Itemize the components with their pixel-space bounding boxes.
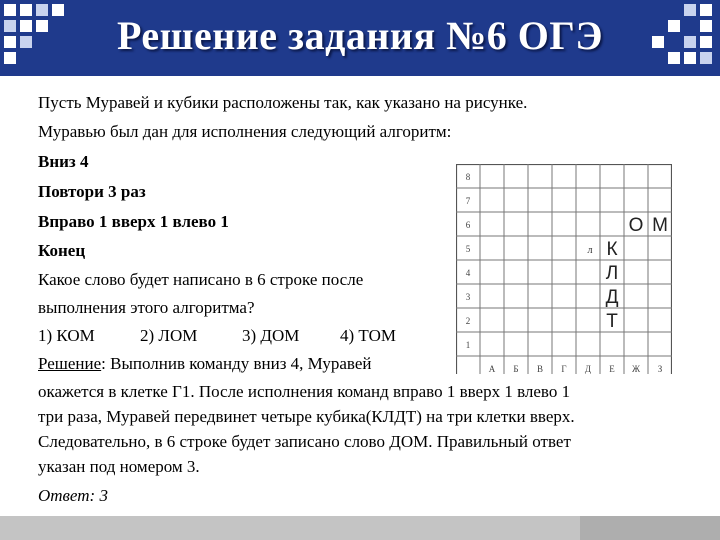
ant-marker: л [587,245,593,256]
question-line: выполнения этого алгоритма? [38,298,255,317]
algorithm-line: Вниз 4 [38,152,89,171]
column-label: Д [584,364,592,374]
row-label: 6 [465,220,471,230]
solution-line: Следовательно, в 6 строке будет записано слово ДОМ. Правильный ответ [38,432,571,451]
row-label: 3 [465,292,471,302]
row-label: 8 [465,172,471,182]
task-text-line: Пусть Муравей и кубики расположены так, как указано на рисунке. [38,93,528,112]
solution-line: указан под номером 3. [38,457,200,476]
solution-text: : Выполнив команду вниз 4, Муравей [101,354,372,373]
solution-first-line [38,354,371,374]
column-label: Е [609,364,615,374]
ant-grid-figure [456,164,672,379]
question-line: Какое слово будет написано в 6 строке после [38,270,364,289]
answer-option-1: 1) КОМ [38,326,95,345]
grid-border [457,165,672,375]
cube-letter: К [606,239,618,260]
row-label: 7 [465,196,471,206]
cube-letter: Т [606,311,618,332]
slide-title: Решение задания №6 ОГЭ [117,13,603,58]
column-label: Б [513,364,519,374]
column-label: З [657,364,663,374]
algorithm-line: Конец [38,241,86,260]
cube-letter: М [652,215,668,236]
answer-option-3: 3) ДОМ [242,326,300,345]
solution-label: Решение [38,354,102,373]
task-text-line: Муравью был дан для исполнения следующий алгоритм: [38,122,452,141]
row-label: 1 [465,340,471,350]
column-label: А [488,364,496,374]
answer-option-4: 4) ТОМ [340,326,396,345]
slide-footer-accent [580,516,720,540]
ant-grid [456,164,672,374]
row-label: 2 [465,316,471,326]
cube-letter: Л [605,263,619,284]
row-label: 5 [465,244,471,254]
algorithm-line: Вправо 1 вверх 1 влево 1 [38,212,229,231]
column-label: Г [561,364,567,374]
solution-line: окажется в клетке Г1. После исполнения команд вправо 1 вверх 1 влево 1 [38,382,571,401]
column-label: Ж [631,364,641,374]
column-label: В [536,364,544,374]
algorithm-line: Повтори 3 раз [38,182,146,201]
answer-option-2: 2) ЛОМ [140,326,198,345]
final-answer: Ответ: 3 [38,486,108,505]
row-label: 4 [465,268,471,278]
slide-header [0,0,720,76]
cube-letter: Д [605,287,619,308]
solution-line: три раза, Муравей передвинет четыре кубика(КЛДТ) на три клетки вверх. [38,407,575,426]
cube-letter: О [628,215,644,236]
